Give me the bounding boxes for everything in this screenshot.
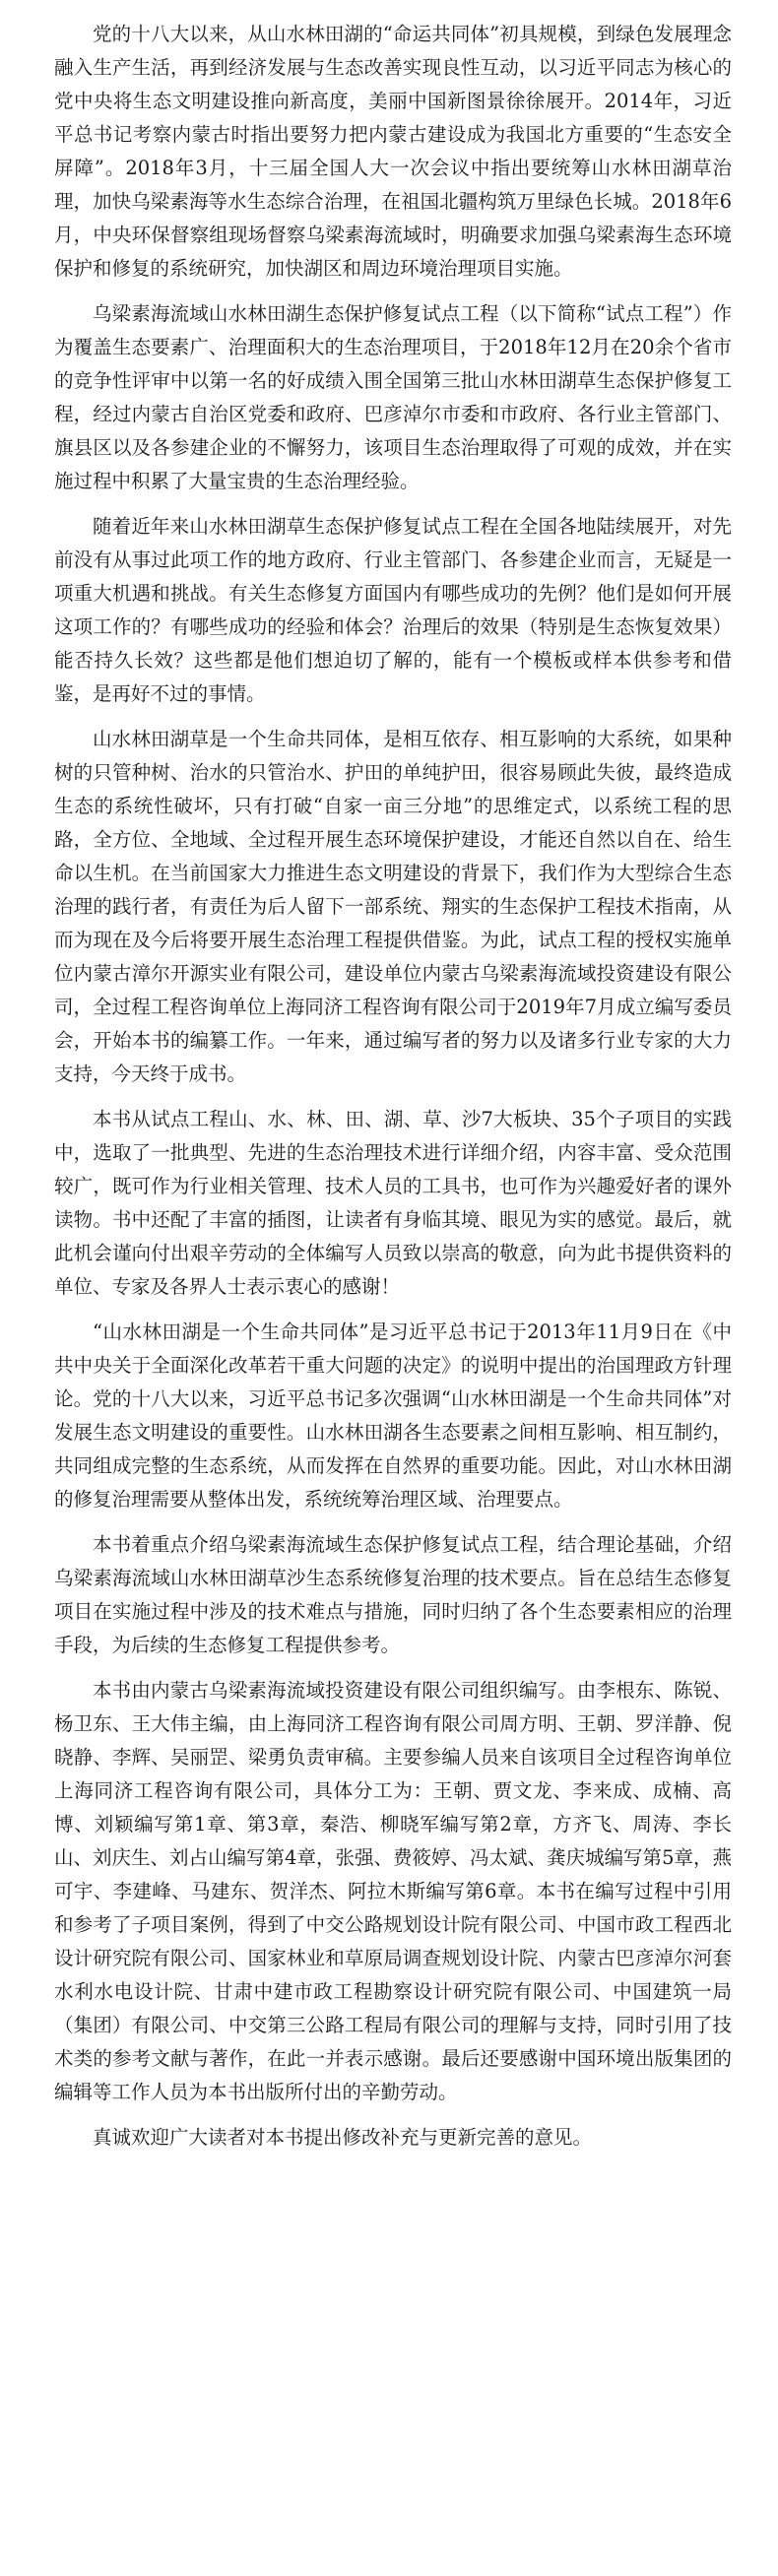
paragraph-4: 山水林田湖草是一个生命共同体，是相互依存、相互影响的大系统，如果种树的只管种树、治水的只管治水、护田的单纯护田，很容易顾此失彼，最终造成生态的系统性破坏，只有打破“自家一亩三分地”的思维定式，以系统工程的思路，全方位、全地域、全过程开展生态环境保护建设，才能还自然以自在、给生命以生机。在当前国家大力推进生态文明建设的背景下，我们作为大型综合生态治理的践行者，有责任为后人留下一部系统、翔实的生态保护工程技术指南，从而为现在及今后将要开展生态治理工程提供借鉴。为此，试点工程的授权实施单位内蒙古漳尔开源实业有限公司，建设单位内蒙古乌梁素海流域投资建设有限公司，全过程工程咨询单位上海同济工程咨询有限公司于2019年7月成立编写委员会，开始本书的编纂工作。一年来，通过编写者的努力以及诸多行业专家的大力支持，今天终于成书。 [54,728,732,1085]
paragraph-9: 真诚欢迎广大读者对本书提出修改补充与更新完善的意见。 [93,2126,593,2149]
preface-page [54,18,732,2166]
paragraph-5: 本书从试点工程山、水、林、田、湖、草、沙7大板块、35个子项目的实践中，选取了一批典型、先进的生态治理技术进行详细介绍，内容丰富、受众范围较广，既可作为行业相关管理、技术人员的工具书，也可作为兴趣爱好者的课外读物。书中还配了丰富的插图，让读者有身临其境、眼见为实的感觉。最后，就此机会谨向付出艰辛劳动的全体编写人员致以崇高的敬意，向为此书提供资料的单位、专家及各界人士表示衷心的感谢！ [54,1108,732,1298]
paragraph-1: 党的十八大以来，从山水林田湖的“命运共同体”初具规模，到绿色发展理念融入生产生活，再到经济发展与生态改善实现良性互动，以习近平同志为核心的党中央将生态文明建设推向新高度，美丽中国新图景徐徐展开。2014年，习近平总书记考察内蒙古时指出要努力把内蒙古建设成为我国北方重要的“生态安全屏障”。2018年3月，十三届全国人大一次会议中指出要统筹山水林田湖草治理，加快乌梁素海等水生态综合治理，在祖国北疆构筑万里绿色长城。2018年6月，中央环保督察组现场督察乌梁素海流域时，明确要求加强乌梁素海生态环境保护和修复的系统研究，加快湖区和周边环境治理项目实施。 [54,23,732,280]
paragraph-8: 本书由内蒙古乌梁素海流域投资建设有限公司组织编写。由李根东、陈锐、杨卫东、王大伟主编，由上海同济工程咨询有限公司周方明、王朝、罗洋静、倪晓静、李辉、吴丽罡、梁勇负责审稿。主要参编人员来自该项目全过程咨询单位上海同济工程咨询有限公司，具体分工为：王朝、贾文龙、李来成、成楠、高博、刘颖编写第1章、第3章，秦浩、柳晓军编写第2章，方齐飞、周涛、李长山、刘庆生、刘占山编写第4章，张强、费筱婷、冯太斌、龚庆城编写第5章，燕可宇、李建峰、马建东、贺洋杰、阿拉木斯编写第6章。本书在编写过程中引用和参考了子项目案例，得到了中交公路规划设计院有限公司、中国市政工程西北设计研究院有限公司、国家林业和草原局调查规划设计院、内蒙古巴彦淖尔河套水利水电设计院、甘肃中建市政工程勘察设计研究院有限公司、中国建筑一局（集团）有限公司、中交第三公路工程局有限公司的理解与支持，同时引用了技术类的参考文献与著作，在此一并表示感谢。最后还要感谢中国环境出版集团的编辑等工作人员为本书出版所付出的辛勤劳动。 [54,1679,732,2103]
paragraph-2: 乌梁素海流域山水林田湖生态保护修复试点工程（以下简称“试点工程”）作为覆盖生态要素广、治理面积大的生态治理项目，于2018年12月在20余个省市的竞争性评审中以第一名的好成绩入围全国第三批山水林田湖草生态保护修复工程，经过内蒙古自治区党委和政府、巴彦淖尔市委和市政府、各行业主管部门、旗县区以及各参建企业的不懈努力，该项目生态治理取得了可观的成效，并在实施过程中积累了大量宝贵的生态治理经验。 [54,302,732,492]
paragraph-3: 随着近年来山水林田湖草生态保护修复试点工程在全国各地陆续展开，对先前没有从事过此项工作的地方政府、行业主管部门、各参建企业而言，无疑是一项重大机遇和挑战。有关生态修复方面国内有哪些成功的先例？他们是如何开展这项工作的？有哪些成功的经验和体会？治理后的效果（特别是生态恢复效果）能否持久长效？这些都是他们想迫切了解的，能有一个模板或样本供参考和借鉴，是再好不过的事情。 [54,515,732,705]
paragraph-7: 本书着重点介绍乌梁素海流域生态保护修复试点工程，结合理论基础，介绍乌梁素海流域山水林田湖草沙生态系统修复治理的技术要点。旨在总结生态修复项目在实施过程中涉及的技术难点与措施，同时归纳了各个生态要素相应的治理手段，为后续的生态修复工程提供参考。 [54,1533,732,1656]
paragraph-6: “山水林田湖是一个生命共同体”是习近平总书记于2013年11月9日在《中共中央关于全面深化改革若干重大问题的决定》的说明中提出的治国理政方针理论。党的十八大以来，习近平总书记多次强调“山水林田湖是一个生命共同体”对发展生态文明建设的重要性。山水林田湖各生态要素之间相互影响、相互制约，共同组成完整的生态系统，从而发挥在自然界的重要功能。因此，对山水林田湖的修复治理需要从整体出发，系统统筹治理区域、治理要点。 [54,1320,732,1511]
